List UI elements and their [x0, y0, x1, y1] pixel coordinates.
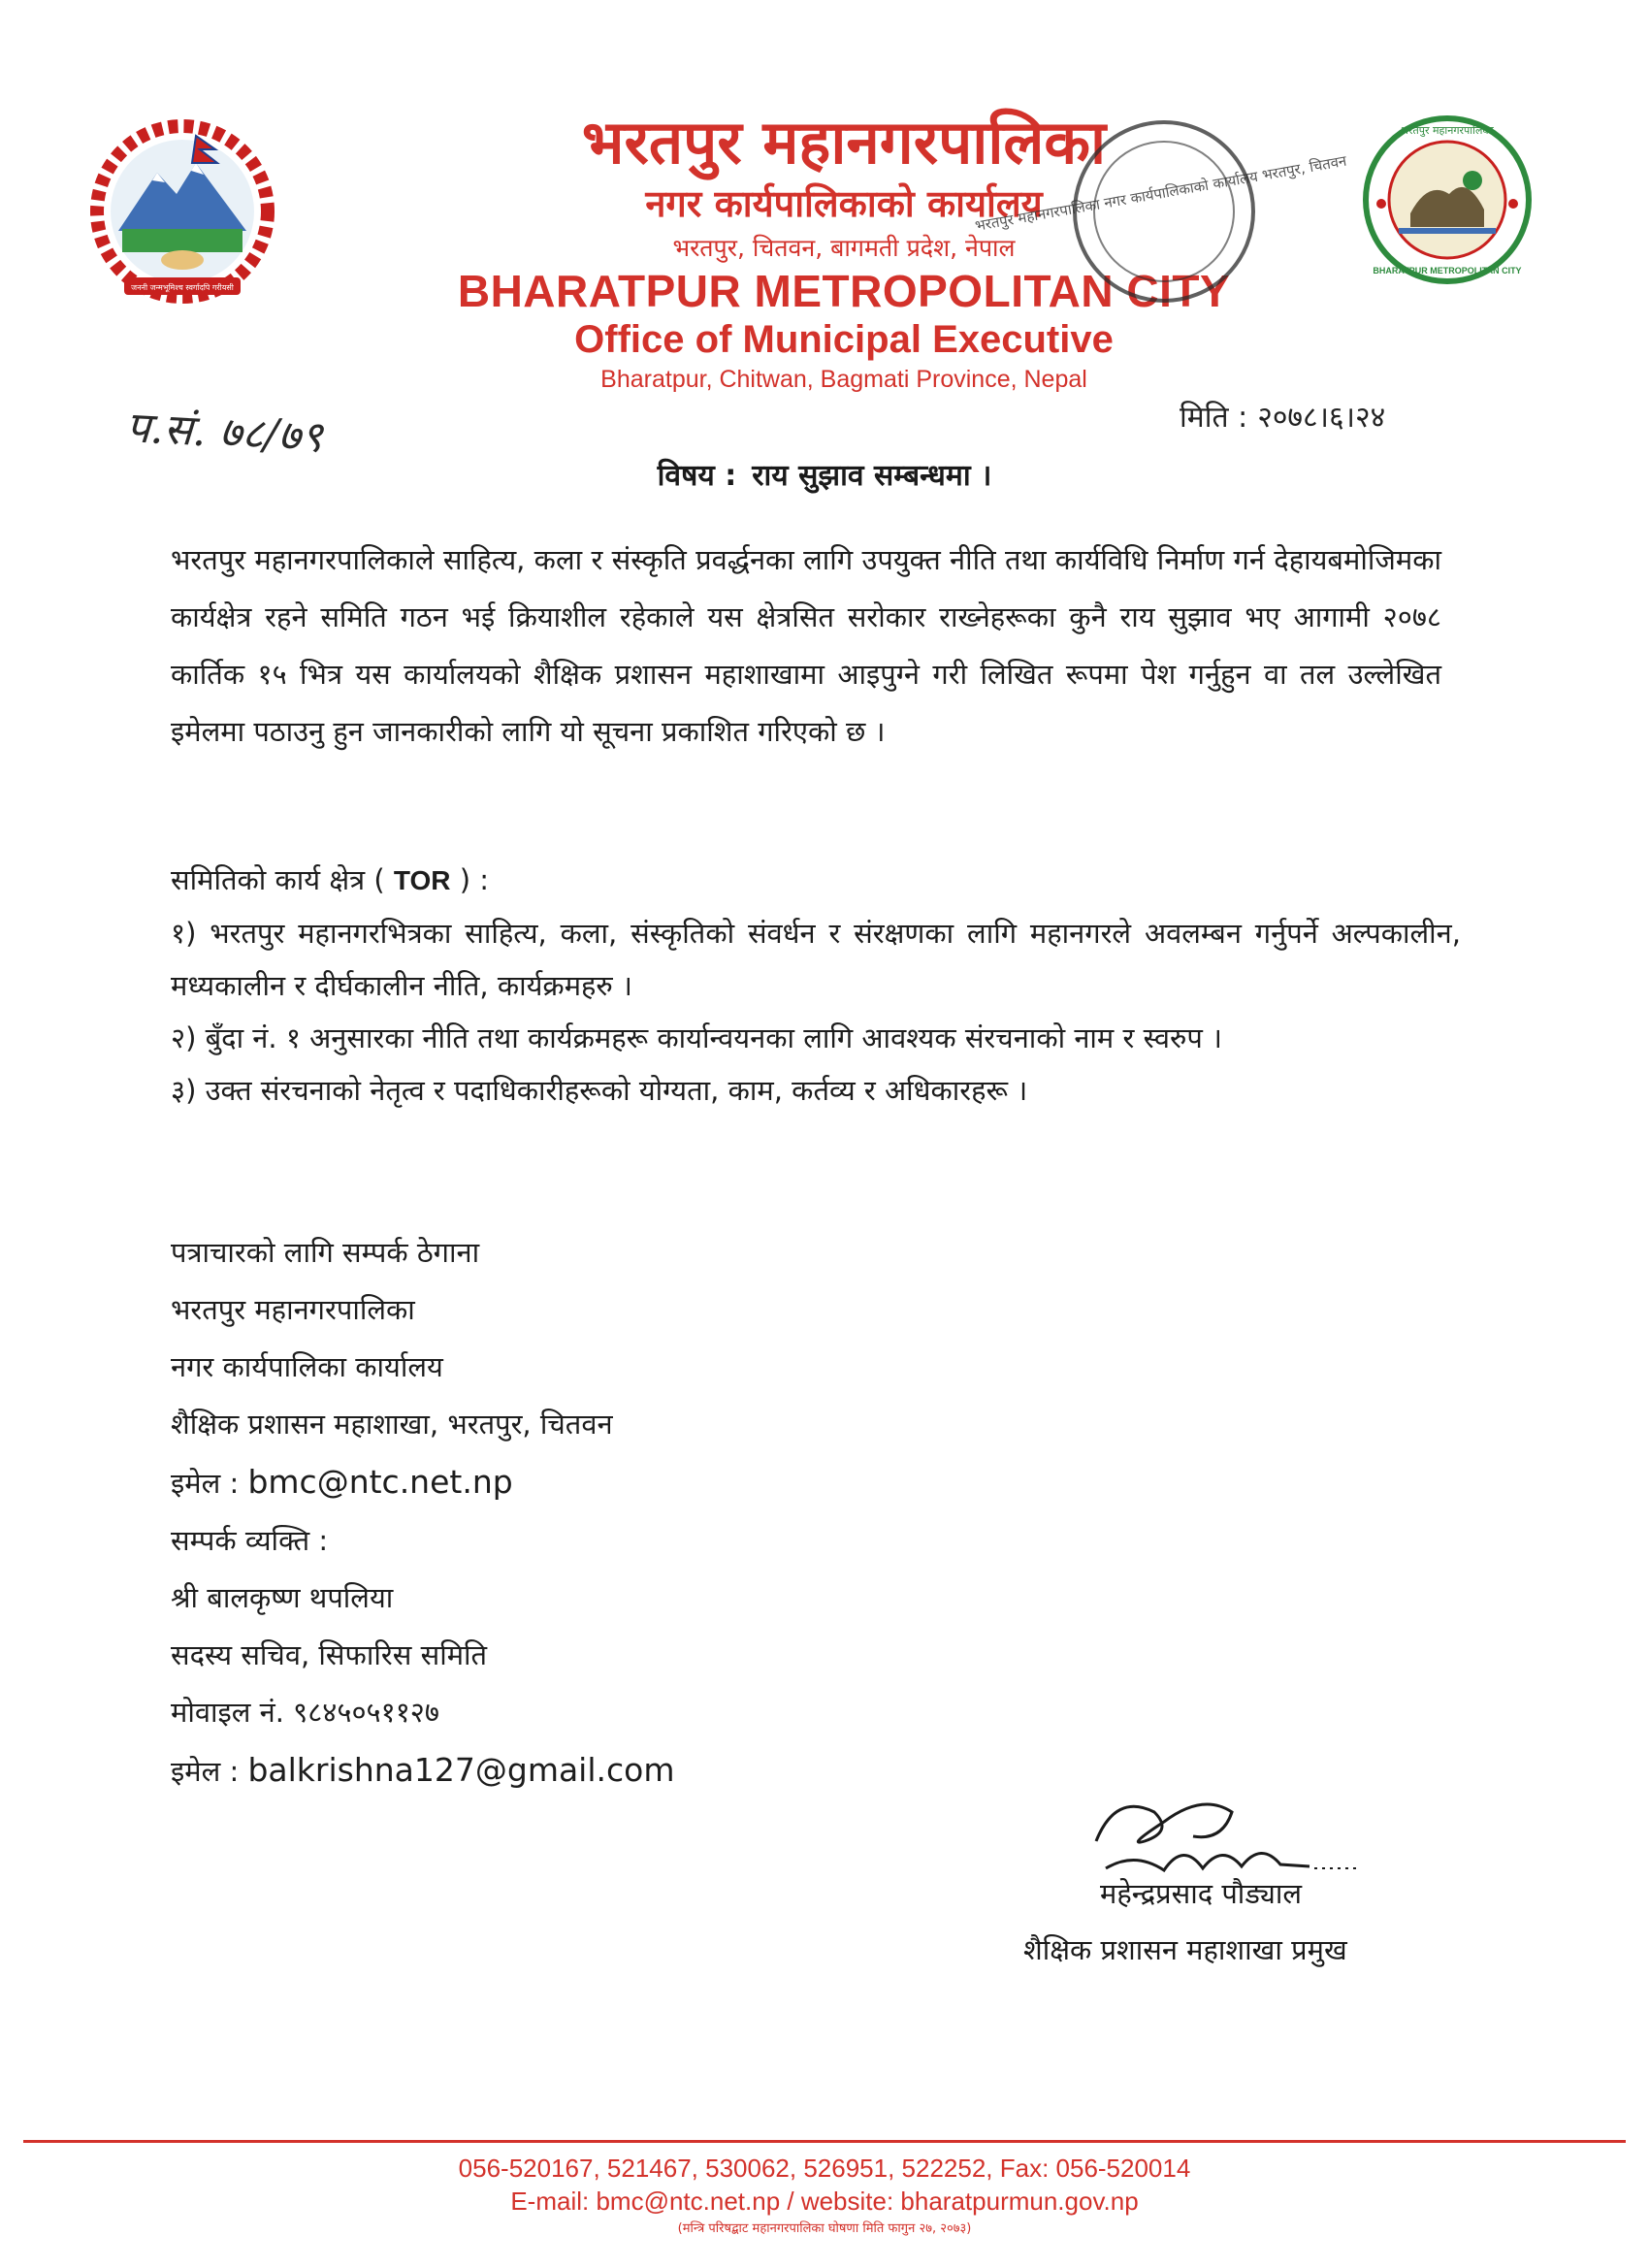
subject-label: विषय :	[657, 459, 737, 493]
contact-person-label: सम्पर्क व्यक्ति :	[171, 1524, 329, 1557]
contact-email-2-row	[171, 1741, 1044, 1800]
date-value: २०७८।६।२४	[1257, 401, 1386, 435]
contact-section	[171, 1224, 1044, 1800]
contact-line-2: नगर कार्यपालिका कार्यालय	[171, 1350, 443, 1383]
email-label: इमेल :	[171, 1755, 240, 1788]
logo-text-english: BHARATPUR METROPOLITAN CITY	[1373, 266, 1522, 275]
tor-item-2: २) बुँदा नं. १ अनुसारका नीति तथा कार्यक्रमहरू कार्यान्वयनका लागि आवश्यक संरचनाको नाम र स्वरुप ।	[171, 1021, 1222, 1054]
signatory-name: महेन्द्रप्रसाद पौड्याल	[1100, 1877, 1303, 1910]
email-link-office[interactable]: bmc@ntc.net.np	[247, 1463, 513, 1501]
footer-divider	[23, 2140, 1626, 2143]
signatory-title: शैक्षिक प्रशासन महाशाखा प्रमुख	[1023, 1933, 1347, 1966]
org-name-nepali: भरतपुर महानगरपालिका	[581, 107, 1107, 178]
date-line	[1180, 396, 1395, 436]
contact-line-1: भरतपुर महानगरपालिका	[171, 1293, 415, 1326]
contact-line-3: शैक्षिक प्रशासन महाशाखा, भरतपुर, चितवन	[171, 1408, 613, 1441]
metropolitan-logo-icon	[1360, 113, 1535, 287]
tor-item-1: १) भरतपुर महानगरभित्रका साहित्य, कला, संस्कृतिको संवर्धन र संरक्षणका लागि महानगरले अवलम्बन गर्नुपर्ने अल्पकालीन, मध्यकालीन र दीर्घकालीन नीति, कार्यक्रमहरु ।	[171, 917, 1461, 1002]
office-name-english: Office of Municipal Executive	[574, 318, 1114, 361]
tor-heading	[171, 854, 1461, 907]
nepal-emblem-icon	[80, 114, 285, 305]
footer	[0, 2152, 1649, 2241]
subject-text: राय सुझाव सम्बन्धमा ।	[752, 459, 992, 493]
address-english: Bharatpur, Chitwan, Bagmati Province, Nepal	[600, 366, 1087, 393]
tor-heading-abbr: TOR	[393, 865, 451, 895]
email-label: इमेल :	[171, 1467, 240, 1500]
contact-email-1-row	[171, 1453, 1044, 1512]
logo-text-nepali: भरतपुर महानगरपालिका	[1401, 124, 1494, 137]
tor-heading-prefix: समितिको कार्य क्षेत्र (	[171, 863, 385, 896]
tor-section	[171, 854, 1461, 1117]
emblem-motto: जननी जन्मभूमिश्च स्वर्गादपि गरीयसी	[131, 283, 234, 292]
footer-email-website[interactable]: E-mail: bmc@ntc.net.np / website: bharatpurmun.gov.np	[510, 2187, 1139, 2216]
contact-person-role: सदस्य सचिव, सिफारिस समिति	[171, 1638, 488, 1671]
contact-mobile: मोवाइल नं. ९८४५०५११२७	[171, 1696, 439, 1729]
contact-heading: पत्राचारको लागि सम्पर्क ठेगाना	[171, 1236, 480, 1269]
org-name-english: BHARATPUR METROPOLITAN CITY	[457, 266, 1231, 316]
stamp-text: भरतपुर महानगरपालिका नगर कार्यपालिकाको कार्यालय भरतपुर, चितवन	[973, 151, 1348, 235]
tor-heading-suffix: ) :	[459, 863, 490, 896]
contact-person-name: श्री बालकृष्ण थपलिया	[171, 1581, 394, 1614]
footer-note: (मन्त्रि परिषद्बाट महानगरपालिका घोषणा मिति फागुन २७, २०७३)	[677, 2221, 972, 2236]
reference-number: प.सं. ७८/७९	[124, 403, 324, 463]
date-label: मिति :	[1180, 401, 1248, 435]
subject-line	[0, 454, 1649, 494]
address-nepali: भरतपुर, चितवन, बागमती प्रदेश, नेपाल	[672, 234, 1016, 262]
footer-phones: 056-520167, 521467, 530062, 526951, 522252, Fax: 056-520014	[458, 2154, 1191, 2183]
notice-body: भरतपुर महानगरपालिकाले साहित्य, कला र संस्कृति प्रवर्द्धनका लागि उपयुक्त नीति तथा कार्यविधि निर्माण गर्न देहायबमोजिमका कार्यक्षेत्र रहने समिति गठन भई क्रियाशील रहेकाले यस क्षेत्रसित सरोकार राख्नेहरूका कुनै राय सुझाव भए आगामी २०७८ कार्तिक १५ भित्र यस कार्यालयको शैक्षिक प्रशासन महाशाखामा आइपुग्ने गरी लिखित रूपमा पेश गर्नुहुन वा तल उल्लेखित इमेलमा पठाउनु हुन जानकारीको लागि यो सूचना प्रकाशित गरिएको छ ।	[171, 543, 1441, 748]
office-name-nepali: नगर कार्यपालिकाको कार्यालय	[645, 182, 1043, 225]
office-stamp-icon	[973, 105, 1348, 318]
email-link-person[interactable]: balkrishna127@gmail.com	[247, 1751, 675, 1789]
tor-item-3: ३) उक्त संरचनाको नेतृत्व र पदाधिकारीहरूको योग्यता, काम, कर्तव्य र अधिकारहरू ।	[171, 1074, 1028, 1107]
